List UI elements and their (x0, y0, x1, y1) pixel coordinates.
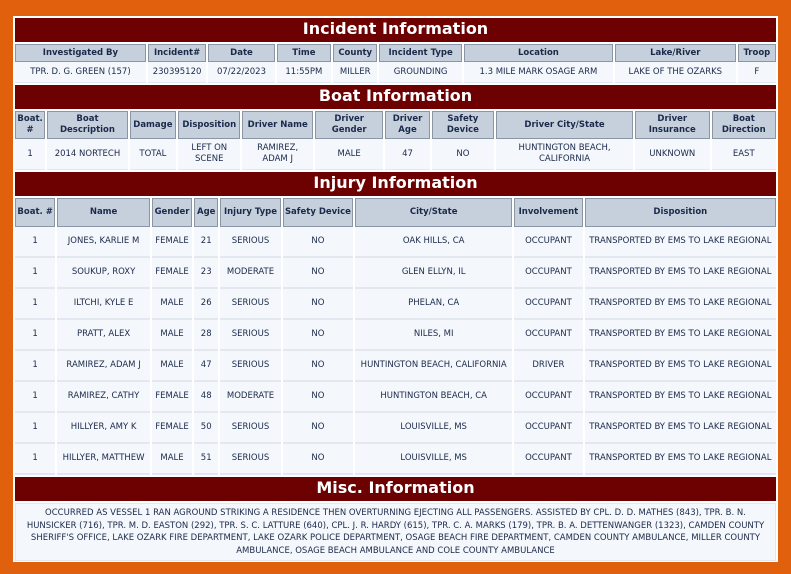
table-cell: NILES, MI (355, 320, 512, 351)
column-header: City/State (355, 198, 512, 227)
table-cell: 1 (15, 289, 55, 320)
column-header: Safety Device (432, 111, 494, 139)
column-header: Driver City/State (496, 111, 633, 139)
table-cell: TRANSPORTED BY EMS TO LAKE REGIONAL (585, 444, 776, 475)
table-cell: FEMALE (152, 227, 192, 258)
table-cell: OCCUPANT (514, 227, 582, 258)
table-cell: OCCUPANT (514, 289, 582, 320)
table-cell: TRANSPORTED BY EMS TO LAKE REGIONAL (585, 382, 776, 413)
table-cell: 1 (15, 227, 55, 258)
table-cell: MILLER (333, 62, 377, 83)
column-header: Driver Insurance (635, 111, 710, 139)
table-cell: 1 (15, 444, 55, 475)
table-cell: FEMALE (152, 413, 192, 444)
table-cell: 23 (194, 258, 218, 289)
column-header: Involvement (514, 198, 582, 227)
column-header: Troop (738, 44, 776, 62)
column-header: Disposition (585, 198, 776, 227)
table-cell: EAST (712, 139, 777, 170)
column-header: Age (194, 198, 218, 227)
misc-text: OCCURRED AS VESSEL 1 RAN AGROUND STRIKING A RESIDENCE THEN OVERTURNING EJECTING ALL PASSENGERS. ASSISTED BY CPL. D. D. MATHES (843), TPR. B. N. HUNSICKER (716), TPR. M. D. EASTON (292), TPR. S. C. LATTURE (640), CPL. J. R. HARDY (615), TPR. C. A. MARKS (179), TPR. B. A. DETTENWANGER (1323), CAMDEN COUNTY SHERIFF'S OFFICE, LAKE OZARK FIRE DEPARTMENT, LAKE OZARK POLICE DEPARTMENT, OSAGE BEACH FIRE DEPARTMENT, CAMDEN COUNTY AMBULANCE, MILLER COUNTY AMBULANCE, OSAGE BEACH AMBULANCE AND COLE COUNTY AMBULANCE (15, 503, 776, 561)
table-cell: MODERATE (220, 382, 280, 413)
table-cell: 11:55PM (277, 62, 331, 83)
table-cell: TRANSPORTED BY EMS TO LAKE REGIONAL (585, 320, 776, 351)
column-header: Date (208, 44, 274, 62)
column-header: Boat. # (15, 198, 55, 227)
table-cell: 26 (194, 289, 218, 320)
boat-section-title: Boat Information (15, 85, 776, 109)
table-cell: OCCUPANT (514, 258, 582, 289)
table-cell: 47 (385, 139, 429, 170)
injury-table (13, 198, 778, 475)
table-cell: 47 (194, 351, 218, 382)
table-cell: TOTAL (130, 139, 176, 170)
table-row (15, 289, 776, 320)
table-row (15, 413, 776, 444)
table-cell: NO (283, 444, 353, 475)
table-cell: SERIOUS (220, 413, 280, 444)
column-header: Incident Type (379, 44, 462, 62)
column-header: Safety Device (283, 198, 353, 227)
column-header: Disposition (178, 111, 240, 139)
table-cell: 1 (15, 320, 55, 351)
table-cell: GROUNDING (379, 62, 462, 83)
table-cell: OAK HILLS, CA (355, 227, 512, 258)
table-cell: MALE (315, 139, 383, 170)
table-cell: SOUKUP, ROXY (57, 258, 150, 289)
incident-table (13, 44, 778, 83)
table-row (15, 382, 776, 413)
table-cell: NO (283, 413, 353, 444)
table-cell: FEMALE (152, 382, 192, 413)
table-cell: NO (283, 382, 353, 413)
table-cell: NO (432, 139, 494, 170)
column-header: Boat. # (15, 111, 45, 139)
boat-table (13, 111, 778, 170)
table-cell: NO (283, 351, 353, 382)
column-header: Location (464, 44, 613, 62)
column-header: Incident# (148, 44, 206, 62)
table-cell: RAMIREZ, ADAM J (57, 351, 150, 382)
incident-section-title: Incident Information (15, 18, 776, 42)
table-cell: 1 (15, 351, 55, 382)
table-cell: 51 (194, 444, 218, 475)
table-cell: UNKNOWN (635, 139, 710, 170)
table-cell: OCCUPANT (514, 382, 582, 413)
table-cell: 1 (15, 258, 55, 289)
table-cell: NO (283, 227, 353, 258)
table-cell: MODERATE (220, 258, 280, 289)
table-cell: F (738, 62, 776, 83)
table-cell: HUNTINGTON BEACH, CALIFORNIA (355, 351, 512, 382)
table-cell: SERIOUS (220, 351, 280, 382)
table-cell: OCCUPANT (514, 413, 582, 444)
column-header: Investigated By (15, 44, 146, 62)
table-cell: DRIVER (514, 351, 582, 382)
table-cell: 2014 NORTECH (47, 139, 128, 170)
table-cell: 1 (15, 139, 45, 170)
column-header: Name (57, 198, 150, 227)
table-cell: GLEN ELLYN, IL (355, 258, 512, 289)
column-header: Driver Age (385, 111, 429, 139)
column-header: Injury Type (220, 198, 280, 227)
column-header: Driver Gender (315, 111, 383, 139)
column-header: Lake/River (615, 44, 736, 62)
table-cell: SERIOUS (220, 289, 280, 320)
column-header: Gender (152, 198, 192, 227)
table-cell: ILTCHI, KYLE E (57, 289, 150, 320)
table-cell: 07/22/2023 (208, 62, 274, 83)
table-cell: JONES, KARLIE M (57, 227, 150, 258)
column-header: Driver Name (242, 111, 312, 139)
table-cell: TRANSPORTED BY EMS TO LAKE REGIONAL (585, 413, 776, 444)
table-cell: PHELAN, CA (355, 289, 512, 320)
table-cell: TRANSPORTED BY EMS TO LAKE REGIONAL (585, 227, 776, 258)
table-cell: TPR. D. G. GREEN (157) (15, 62, 146, 83)
table-cell: 1 (15, 382, 55, 413)
table-cell: 50 (194, 413, 218, 444)
table-cell: HUNTINGTON BEACH, CA (355, 382, 512, 413)
table-cell: NO (283, 289, 353, 320)
table-cell: OCCUPANT (514, 320, 582, 351)
table-row (15, 258, 776, 289)
column-header: Boat Description (47, 111, 128, 139)
table-cell: MALE (152, 351, 192, 382)
table-cell: NO (283, 320, 353, 351)
table-cell: HILLYER, AMY K (57, 413, 150, 444)
misc-section-title: Misc. Information (15, 477, 776, 501)
table-cell: 1 (15, 413, 55, 444)
column-header: Time (277, 44, 331, 62)
column-header: Damage (130, 111, 176, 139)
table-cell: TRANSPORTED BY EMS TO LAKE REGIONAL (585, 289, 776, 320)
table-cell: LOUISVILLE, MS (355, 444, 512, 475)
table-cell: 230395120 (148, 62, 206, 83)
table-row (15, 227, 776, 258)
table-cell: MALE (152, 444, 192, 475)
table-cell: LAKE OF THE OZARKS (615, 62, 736, 83)
table-cell: HUNTINGTON BEACH, CALIFORNIA (496, 139, 633, 170)
table-cell: RAMIREZ, CATHY (57, 382, 150, 413)
table-cell: TRANSPORTED BY EMS TO LAKE REGIONAL (585, 258, 776, 289)
table-cell: MALE (152, 289, 192, 320)
table-cell: 48 (194, 382, 218, 413)
column-header: Boat Direction (712, 111, 777, 139)
table-cell: FEMALE (152, 258, 192, 289)
table-cell: NO (283, 258, 353, 289)
table-cell: 1.3 MILE MARK OSAGE ARM (464, 62, 613, 83)
table-cell: LEFT ON SCENE (178, 139, 240, 170)
column-header: County (333, 44, 377, 62)
table-cell: 21 (194, 227, 218, 258)
table-cell: SERIOUS (220, 320, 280, 351)
incident-report (13, 16, 778, 562)
table-cell: HILLYER, MATTHEW (57, 444, 150, 475)
table-cell: TRANSPORTED BY EMS TO LAKE REGIONAL (585, 351, 776, 382)
table-cell: OCCUPANT (514, 444, 582, 475)
table-cell: 28 (194, 320, 218, 351)
table-cell: RAMIREZ, ADAM J (242, 139, 312, 170)
injury-section-title: Injury Information (15, 172, 776, 196)
table-cell: SERIOUS (220, 444, 280, 475)
table-cell: PRATT, ALEX (57, 320, 150, 351)
table-cell: LOUISVILLE, MS (355, 413, 512, 444)
table-row (15, 320, 776, 351)
table-row (15, 444, 776, 475)
table-cell: SERIOUS (220, 227, 280, 258)
table-row (15, 351, 776, 382)
table-cell: MALE (152, 320, 192, 351)
